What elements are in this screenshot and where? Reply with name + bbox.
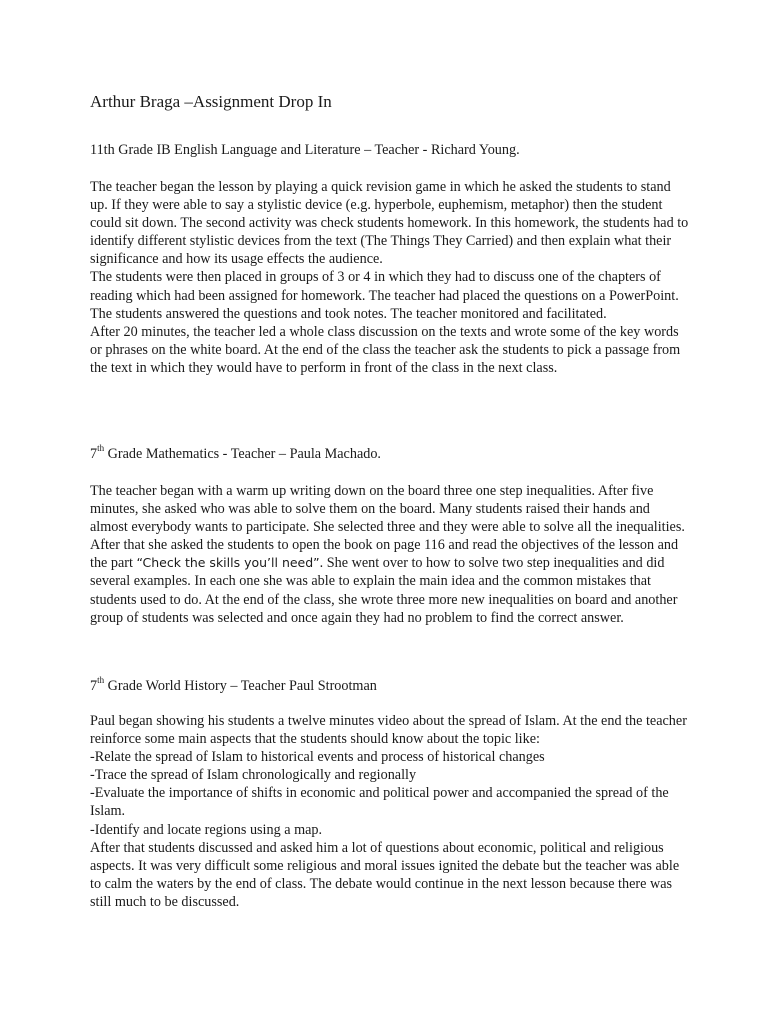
paragraph: After that students discussed and asked him a lot of questions about economic, political and religious aspects. It was very difficult some religious and moral issues ignited the debate but the teacher was able to calm the waters by the end of class. The debate would continue in the next lesson because there was still much to be discussed. [90,839,680,910]
paragraph: Paul began showing his students a twelve minutes video about the spread of Islam. At the end the teacher reinforce some main aspects that the students should know about the topic like: [90,713,687,748]
list-item: -Evaluate the importance of shifts in economic and political power and accompanied the spread of the Islam. [90,785,669,820]
section-body-world-history [90,712,690,911]
paragraph [90,482,690,627]
text-after-quote: . She went over to how to solve two step inequalities and did several examples. In each one she was able to explain the main idea and the common mistakes that students used to do. At the end of the class, she wrote three more new inequalities on board and another group of students was selected and once again they had no problem to find the correct answer. [90,555,678,626]
section-body-english [90,178,690,377]
section-heading-world-history [90,677,690,695]
section-body-mathematics [90,482,690,627]
grade-number: 7 [90,678,98,694]
section-heading-english: 11th Grade IB English Language and Literature – Teacher - Richard Young. [90,142,520,158]
list-item: -Relate the spread of Islam to historical events and process of historical changes [90,749,545,766]
section-heading-mathematics [90,445,690,463]
list-item: -Identify and locate regions using a map. [90,821,323,838]
heading-text: Grade World History – Teacher Paul Strootman [104,678,377,694]
paragraph: The students were then placed in groups of 3 or 4 in which they had to discuss one of the chapters of reading which had been assigned for homework. The teacher had placed the questions on a PowerPoint. The students answered the questions and took notes. The teacher monitored and facilitated. [90,269,679,322]
heading-text: Grade Mathematics - Teacher – Paula Machado. [104,446,381,462]
list-item: -Trace the spread of Islam chronologically and regionally [90,767,417,784]
paragraph: The teacher began the lesson by playing a quick revision game in which he asked the students to stand up. If they were able to say a stylistic device (e.g. hyperbole, euphemism, metaphor) then the student could sit down. The second activity was check students homework. In this homework, the students had to identify different stylistic devices from the text (The Things They Carried) and then explain what their significance and how its usage effects the audience. [90,179,689,268]
ordinal-suffix: th [97,675,105,686]
text-before-quote: The teacher began with a warm up writing down on the board three one step inequalities. After five minutes, she asked who was able to solve them on the board. Many students raised their hands and almost everybody wants to participate. She selected three and they were able to solve all the inequalities. After that she asked the students to open the book on page 116 and read the objectives of the lesson and the part [90,483,685,572]
quoted-text: “Check the skills you’ll need” [136,555,320,571]
grade-number: 7 [90,446,98,462]
ordinal-suffix: th [97,443,105,454]
paragraph: After 20 minutes, the teacher led a whole class discussion on the texts and wrote some of the key words or phrases on the white board. At the end of the class the teacher ask the students to pick a passage from the text in which they would have to perform in front of the class in the next class. [90,323,681,376]
document-title: Arthur Braga –Assignment Drop In [90,92,332,111]
